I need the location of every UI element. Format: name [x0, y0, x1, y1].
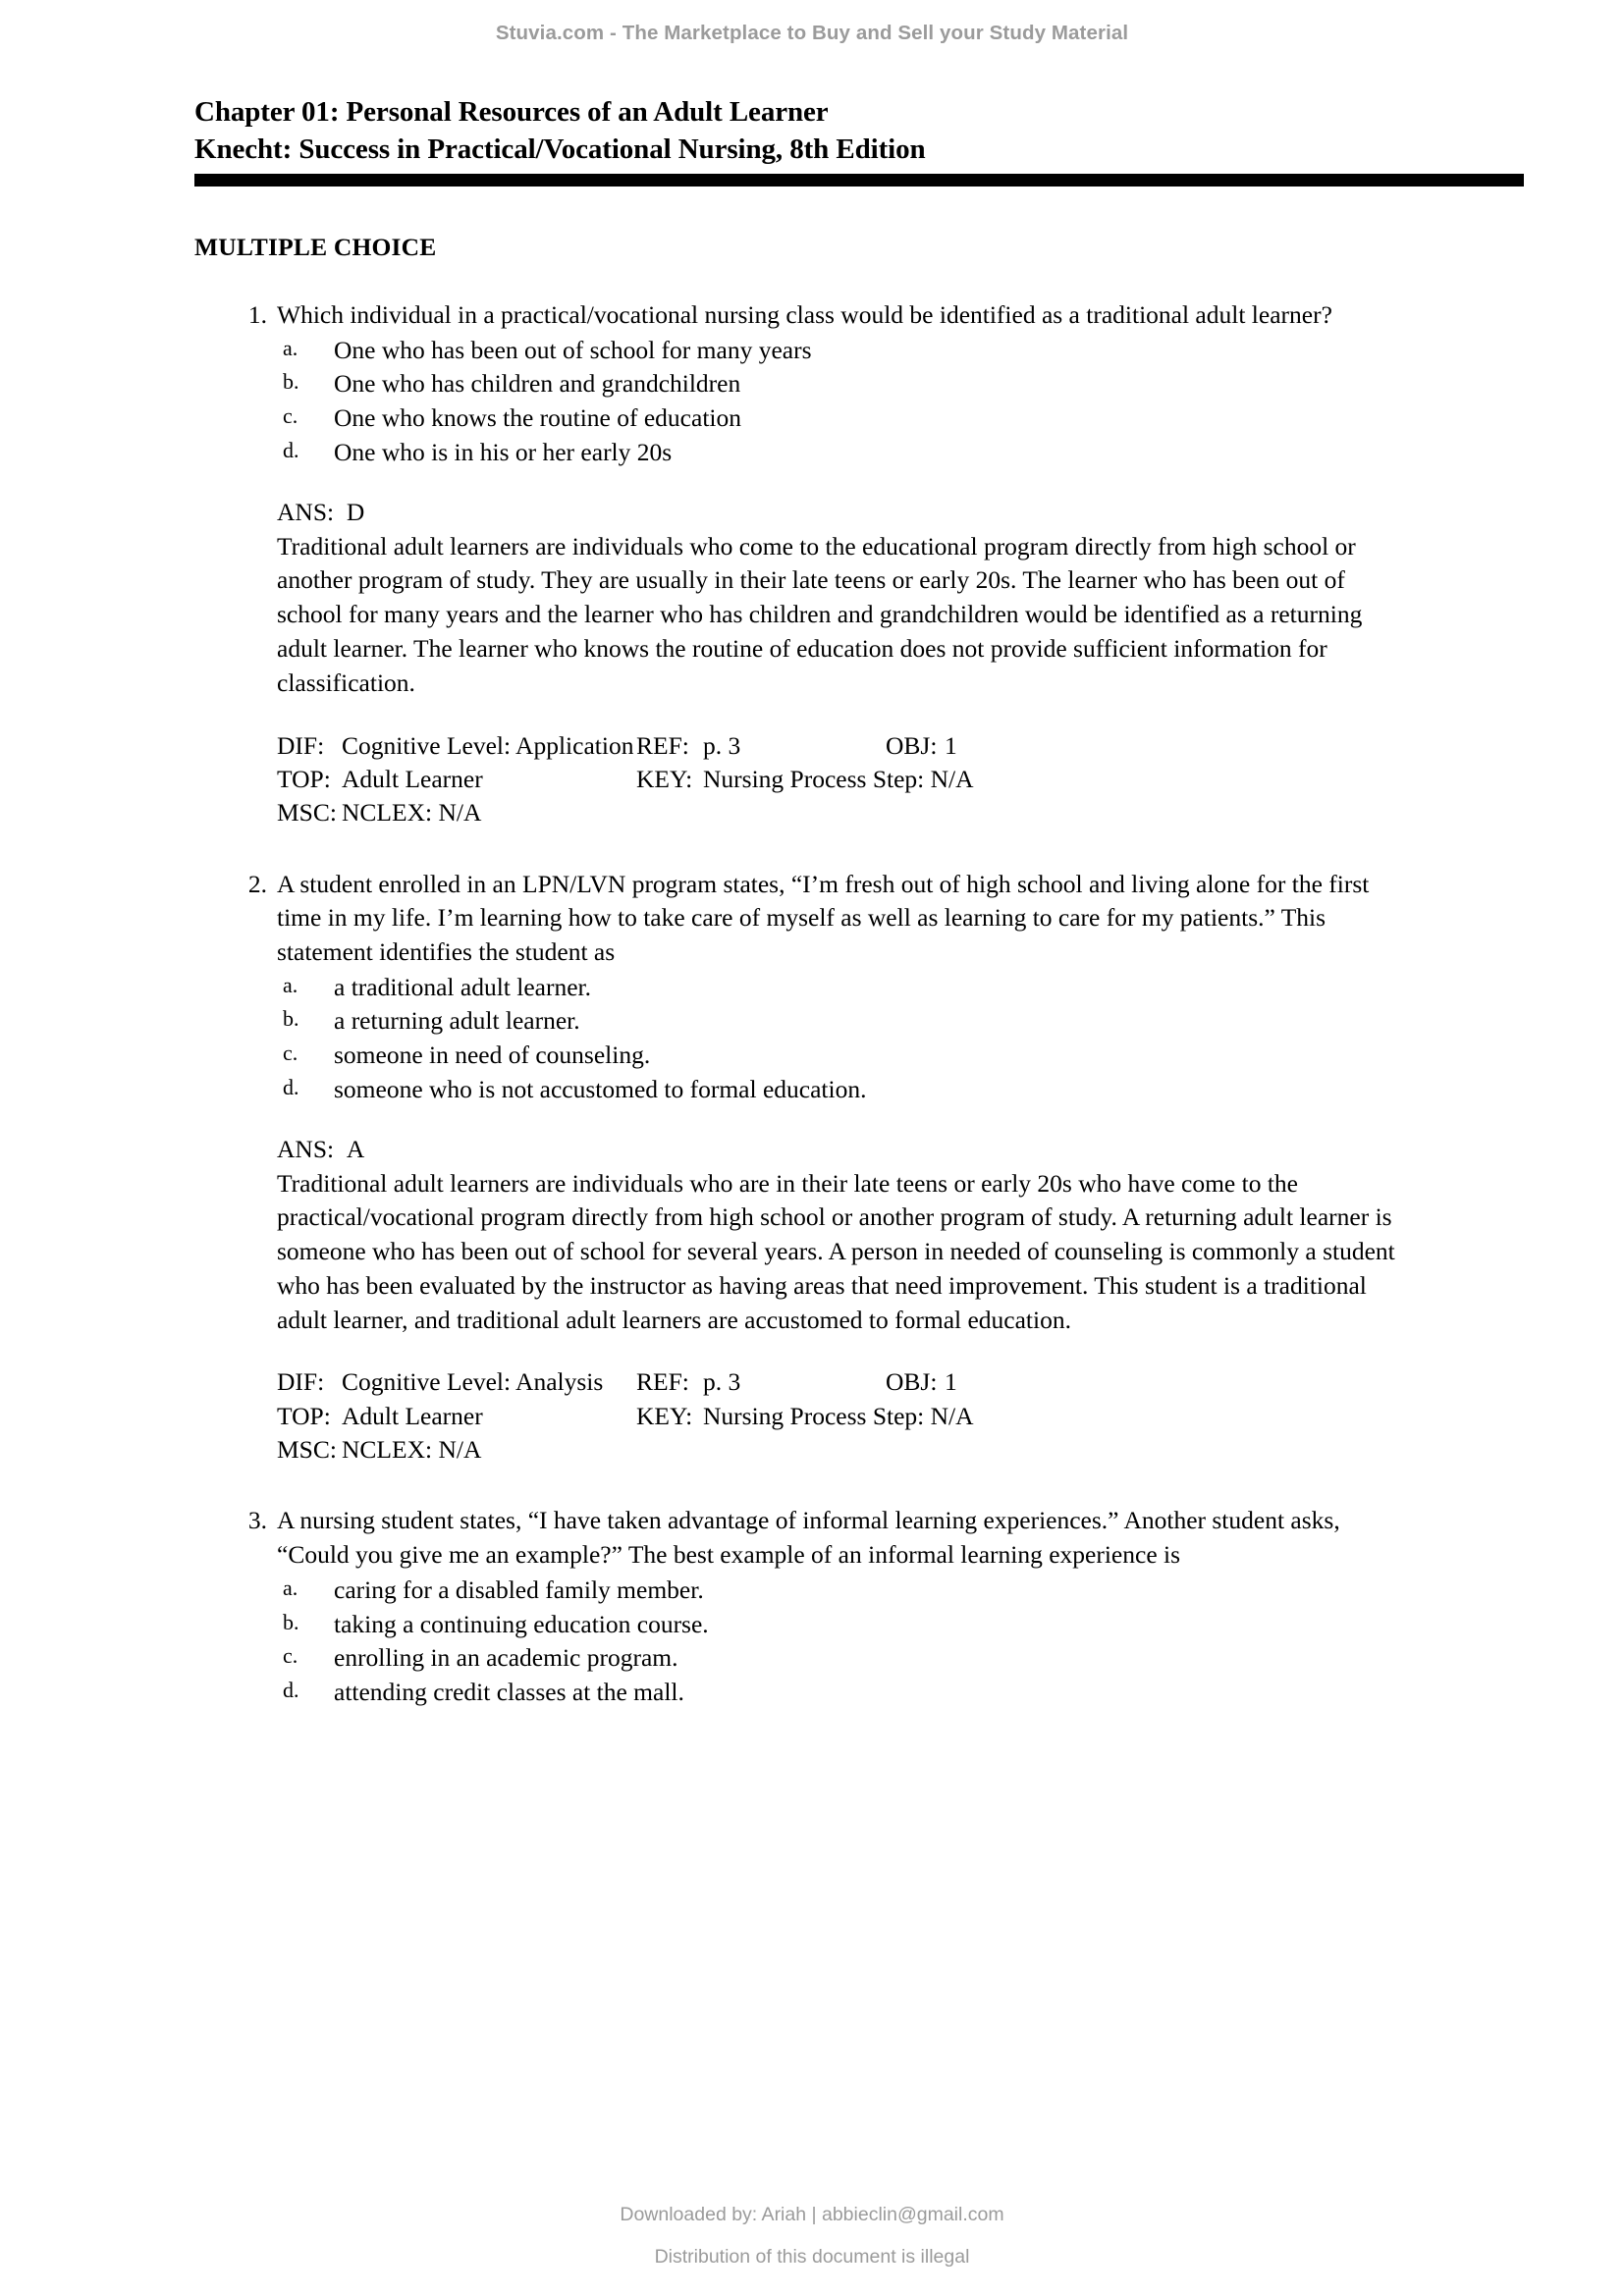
metadata-row: [277, 1433, 1526, 1467]
obj-value: 1: [945, 730, 957, 760]
msc-label: MSC:: [277, 798, 337, 828]
msc-value: NCLEX: N/A: [342, 798, 482, 828]
option-letter: a.: [283, 972, 298, 997]
answer-option[interactable]: [277, 1641, 1526, 1676]
answer-label: ANS:: [277, 1134, 335, 1163]
question-stem: Which individual in a practical/vocational nursing class would be identified as a traditional adult learner?: [277, 299, 1332, 329]
option-letter: d.: [283, 1678, 299, 1703]
question-item: [194, 868, 1526, 1468]
answer-option[interactable]: [277, 1039, 1526, 1073]
option-letter: c.: [283, 403, 298, 429]
key-label: KEY:: [636, 1401, 693, 1430]
title-line-book: Knecht: Success in Practical/Vocational Nursing, 8th Edition: [194, 133, 926, 165]
document-title: [194, 94, 1526, 169]
option-text: enrolling in an academic program.: [334, 1643, 678, 1673]
ref-value: p. 3: [703, 1367, 741, 1397]
question-stem: A nursing student states, “I have taken advantage of informal learning experiences.” Another student asks, “Could you give me an example?” The best example of an informal learning experience is: [277, 1506, 1340, 1570]
option-letter: b.: [283, 1609, 299, 1634]
option-letter: a.: [283, 1575, 298, 1600]
ref-label: REF:: [636, 730, 689, 760]
option-text: One who is in his or her early 20s: [334, 438, 673, 467]
dif-label: DIF:: [277, 730, 325, 760]
option-text: taking a continuing education course.: [334, 1609, 709, 1638]
key-value: Nursing Process Step: N/A: [703, 1401, 974, 1430]
option-letter: a.: [283, 335, 298, 360]
dif-value: Cognitive Level: Application: [342, 730, 634, 760]
option-letter: c.: [283, 1041, 298, 1066]
dif-label: DIF:: [277, 1367, 325, 1397]
answer-options: [277, 971, 1526, 1107]
obj-label: OBJ:: [886, 1367, 938, 1397]
answer-option[interactable]: [277, 436, 1526, 470]
option-text: a traditional adult learner.: [334, 972, 591, 1001]
answer-option[interactable]: [277, 1608, 1526, 1642]
answer-line: [277, 496, 1411, 530]
option-text: a returning adult learner.: [334, 1006, 580, 1036]
obj-value: 1: [945, 1367, 957, 1397]
option-text: attending credit classes at the mall.: [334, 1678, 684, 1707]
metadata-row: [277, 1365, 1526, 1399]
question-number: 2.: [247, 869, 267, 898]
answer-options: [277, 1574, 1526, 1710]
top-value: Adult Learner: [342, 1401, 483, 1430]
title-divider-rule: [194, 174, 1524, 187]
answer-option[interactable]: [277, 1574, 1526, 1608]
answer-value: A: [346, 1134, 365, 1163]
site-watermark-header: Stuvia.com - The Marketplace to Buy and Sell your Study Material: [495, 22, 1129, 44]
msc-label: MSC:: [277, 1435, 337, 1465]
option-letter: c.: [283, 1643, 298, 1669]
section-heading-multiple-choice: MULTIPLE CHOICE: [194, 232, 437, 261]
footer-distribution-notice: Distribution of this document is illegal: [654, 2246, 970, 2268]
option-letter: d.: [283, 1074, 299, 1099]
answer-option[interactable]: [277, 1676, 1526, 1710]
option-text: One who has been out of school for many years: [334, 335, 812, 364]
question-item: [194, 1504, 1526, 1710]
answer-rationale: Traditional adult learners are individuals who come to the educational program directly from high school or another program of study. They are usually in their late teens or early 20s. The learner who has been out of school for many years and the learner who has children and grandchildren would be identified as a returning adult learner. The learner who knows the routine of education does not provide sufficient information for classification.: [277, 531, 1363, 697]
option-letter: b.: [283, 369, 299, 395]
answer-block: [277, 1133, 1411, 1338]
dif-value: Cognitive Level: Analysis: [342, 1367, 604, 1397]
option-letter: d.: [283, 438, 299, 463]
ref-value: p. 3: [703, 730, 741, 760]
answer-option[interactable]: [277, 971, 1526, 1005]
answer-rationale: Traditional adult learners are individuals who are in their late teens or early 20s who have come to the practical/vocational program directly from high school or another program of study. A returning adult learner is someone who has been out of school for several years. A person in needed of counseling is commonly a student who has been evaluated by the instructor as having areas that need improvement. This student is a traditional adult learner, and traditional adult learners are accustomed to formal education.: [277, 1168, 1395, 1334]
option-text: someone who is not accustomed to formal education.: [334, 1074, 867, 1103]
title-line-chapter: Chapter 01: Personal Resources of an Adult Learner: [194, 96, 829, 128]
key-value: Nursing Process Step: N/A: [703, 764, 974, 793]
metadata-row: [277, 729, 1526, 763]
footer-download-info: Downloaded by: Ariah | abbieclin@gmail.com: [620, 2204, 1004, 2225]
answer-option[interactable]: [277, 367, 1526, 401]
option-text: One who knows the routine of education: [334, 403, 741, 433]
metadata-row: [277, 763, 1526, 796]
document-content: [194, 94, 1526, 1710]
question-metadata: [277, 729, 1526, 830]
key-label: KEY:: [636, 764, 693, 793]
answer-option[interactable]: [277, 1073, 1526, 1107]
top-label: TOP:: [277, 1401, 331, 1430]
answer-block: [277, 496, 1411, 701]
answer-value: D: [346, 497, 365, 526]
answer-option[interactable]: [277, 1004, 1526, 1039]
option-text: One who has children and grandchildren: [334, 369, 741, 399]
question-item: [194, 298, 1526, 830]
question-number: 1.: [247, 299, 267, 329]
answer-line: [277, 1133, 1411, 1167]
msc-value: NCLEX: N/A: [342, 1435, 482, 1465]
top-label: TOP:: [277, 764, 331, 793]
obj-label: OBJ:: [886, 730, 938, 760]
answer-option[interactable]: [277, 334, 1526, 368]
question-number: 3.: [247, 1506, 267, 1535]
metadata-row: [277, 796, 1526, 829]
top-value: Adult Learner: [342, 764, 483, 793]
option-text: someone in need of counseling.: [334, 1041, 651, 1070]
ref-label: REF:: [636, 1367, 689, 1397]
question-metadata: [277, 1365, 1526, 1467]
option-letter: b.: [283, 1006, 299, 1032]
question-stem: A student enrolled in an LPN/LVN program states, “I’m fresh out of high school and living alone for the first time in my life. I’m learning how to take care of myself as well as learning to care for my patients.” This statement identifies the student as: [277, 869, 1370, 966]
answer-option[interactable]: [277, 401, 1526, 436]
page-footer: [0, 2204, 1624, 2269]
metadata-row: [277, 1400, 1526, 1433]
option-text: caring for a disabled family member.: [334, 1575, 704, 1604]
answer-label: ANS:: [277, 497, 335, 526]
answer-options: [277, 334, 1526, 470]
